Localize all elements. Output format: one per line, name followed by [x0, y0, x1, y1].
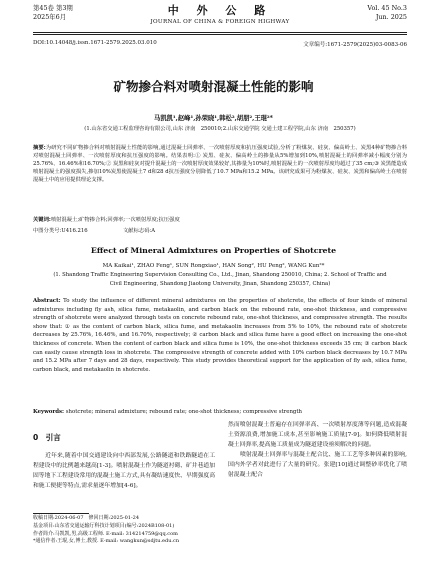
date-cn: 2025年6月 — [33, 13, 67, 21]
volume-en: Vol. 45 No.3 — [367, 4, 407, 12]
fund-info: 基金项目:山东省交通运输厅科技计划项目(编号:2024B108-01) — [33, 522, 175, 529]
abstract-en-label: Abstract: — [33, 298, 61, 304]
received-date: 收稿日期:2024-06-07 修回日期:2025-01-24 — [33, 515, 140, 521]
article-number: 文章编号:1671-2579(2025)03-0083-06 — [303, 42, 407, 48]
document-code: 文献标志码:A — [123, 228, 156, 234]
authors-en: MA Kaikai¹, ZHAO Feng¹, SUN Rongxiao¹, HAN Song², HU Peng², WANG Kun²* — [102, 263, 325, 269]
paper-title-en: Effect of Mineral Admixtures on Properties of Shotcrete — [90, 246, 337, 255]
keywords-cn — [33, 215, 407, 223]
intro-paragraph-1: 近年来,随着中国交通建设向中西部发展,公路隧道和铁路隧道在工程建设中的比例越来越高[1-3]。喷射混凝土作为隧道衬砌、矿井巷道加固等地下工程建设常用的混凝土施工方式,具有凝结速度快、早期强度高和施工便捷等特点,需求量逐年增加[4-6]。 — [33, 453, 215, 489]
footnote-rule — [33, 513, 89, 514]
volume-cn: 第45卷 第3期 — [33, 4, 73, 12]
section-heading-intro: 0 引言 — [33, 433, 61, 442]
article-meta — [33, 40, 407, 46]
keywords-en-text: shotcrete; mineral admixture; rebound rate; one-shot thickness; compressive strength — [65, 409, 303, 415]
abstract-en-text: To study the influence of different mineral admixtures on the properties of shotcrete, the effects of four kinds of mineral admixtures including fly ash, silica fume, metakaolin, and carbon black on the rebound rate, one-shot thickness, and compressive strength of shotcrete were analyzed through tests on concrete rebound rate, one-shot thickness, and compressive strength. The results show that: ① as the content of carbon black, silica fume, and metakaolin increases from 5% to 10%, the rebound rate of shotcrete decreases by 25.76%, 16.46%, and 16.70%, respectively; ② carbon black and silica fume have a good effect on increasing the one-shot thickness of concrete. When the content of carbon black and silica fume is 10%, the one-shot thickness exceeds 35 cm; ③ carbon black can easily cause strength loss in shotcrete. The compressive strength of concrete added with 10% carbon black decreases by 10.7 MPa and 15.2 MPa after 7 days and 28 days, respectively. This study provides theoretical support for the application of fly ash, silica fume, carbon black, and metakaolin in shotcrete. — [33, 298, 407, 373]
keywords-en — [33, 409, 407, 415]
clc-number: 中图分类号:U416.216 — [33, 228, 88, 234]
header-right — [367, 4, 407, 22]
abstract-cn — [33, 144, 407, 184]
paper-title-cn: 矿物掺合料对喷射混凝土性能的影响 — [113, 79, 314, 94]
footnote — [33, 515, 223, 546]
keywords-en-label: Keywords: — [33, 409, 64, 415]
abstract-en — [33, 297, 407, 374]
first-author-info: 作者简介:马凯凯,男,高级工程师. E-mail: 314214759@qq.com — [33, 530, 178, 537]
intro-paragraph-3: 喷射混凝土回弹率与混凝土配合比、施工工艺等多种因素的影响,国内外学者对此进行了大量的研究。张建[10]通过调整砂率优化了喷射混凝土配合 — [228, 451, 407, 478]
journal-name-en: JOURNAL OF CHINA & FOREIGN HIGHWAY — [150, 19, 290, 25]
keywords-cn-label: 关键词: — [33, 217, 51, 223]
running-header — [33, 4, 407, 34]
affiliation-en: (1. Shandong Traffic Engineering Supervision Consulting Co., Ltd., Jinan, Shandong 250010, China; 2. School of Traffic and Civil Engineering, Shandong Jiaotong University, Jinan, Shandong 250357, China) — [53, 272, 387, 287]
intro-paragraph-2: 然而喷射混凝土普遍存在回弹率高、一次喷射厚度薄等问题,造成混凝土资源浪费,增加施工成本,甚至影响施工质量[7-9]。如何降低喷射混凝土回弹率,提高施工质量成为隧道建设亟须解决的问题。 — [228, 422, 407, 448]
date-en: Jun. 2025 — [375, 13, 407, 21]
corresponding-author-info: *通信作者:王琨,女,博士,教授. E-mail: wangkun@sdjtu.edu.cn — [33, 538, 180, 545]
journal-name — [33, 4, 407, 27]
authors-cn: 马凯凯¹,赵峰¹,孙荣晓¹,韩松²,胡朋²,王琨²* — [154, 115, 273, 122]
intro-left-column — [33, 452, 215, 492]
journal-name-cn: 中 外 公 路 — [167, 4, 273, 17]
doi[interactable]: DOI:10.14048/j.issn.1671-2579.2025.03.010 — [33, 40, 157, 46]
classification — [33, 226, 407, 234]
abstract-cn-label: 摘要: — [33, 145, 46, 151]
keywords-cn-text: 喷射混凝土;矿物掺合料;回弹率;一次喷射厚度;抗压强度 — [50, 217, 180, 223]
intro-right-column — [228, 421, 407, 480]
header-rule-thin — [33, 34, 407, 35]
header-rule — [33, 32, 407, 33]
abstract-cn-text: 为研究不同矿物掺合料对喷射混凝土性能的影响,通过混凝土回弹率、一次喷射厚度和抗压强度试验,分析了粉煤灰、硅灰、偏高岭土、炭黑4种矿物掺合料对喷射混凝土回弹率、一次喷射厚度和抗压强度的影响。结果表明:① 炭黑、硅灰、偏高岭土的掺量从5%增加到10%,喷射混凝土的回弹率减小幅度分别为25.76%、16.46%和16.70%;② 炭黑和硅灰对提升混凝土的一次喷射厚度效果较好,其掺量为10%时,喷射混凝土的一次喷射厚度均超过了35 cm;③ 炭黑能造成喷射混凝土的强度损失,掺加10%炭黑使混凝土7 d和28 d抗压强度分别降低了10.7 MPa和15.2 MPa。该研究成果可为粉煤灰、硅灰、炭黑和偏高岭土在喷射混凝土中的应用提供理论支撑。 — [33, 145, 407, 184]
affiliation-cn: (1.山东省交通工程监理咨询有限公司,山东 济南 250010;2.山东交通学院 交通土建工程学院,山东 济南 250357) — [84, 126, 356, 132]
